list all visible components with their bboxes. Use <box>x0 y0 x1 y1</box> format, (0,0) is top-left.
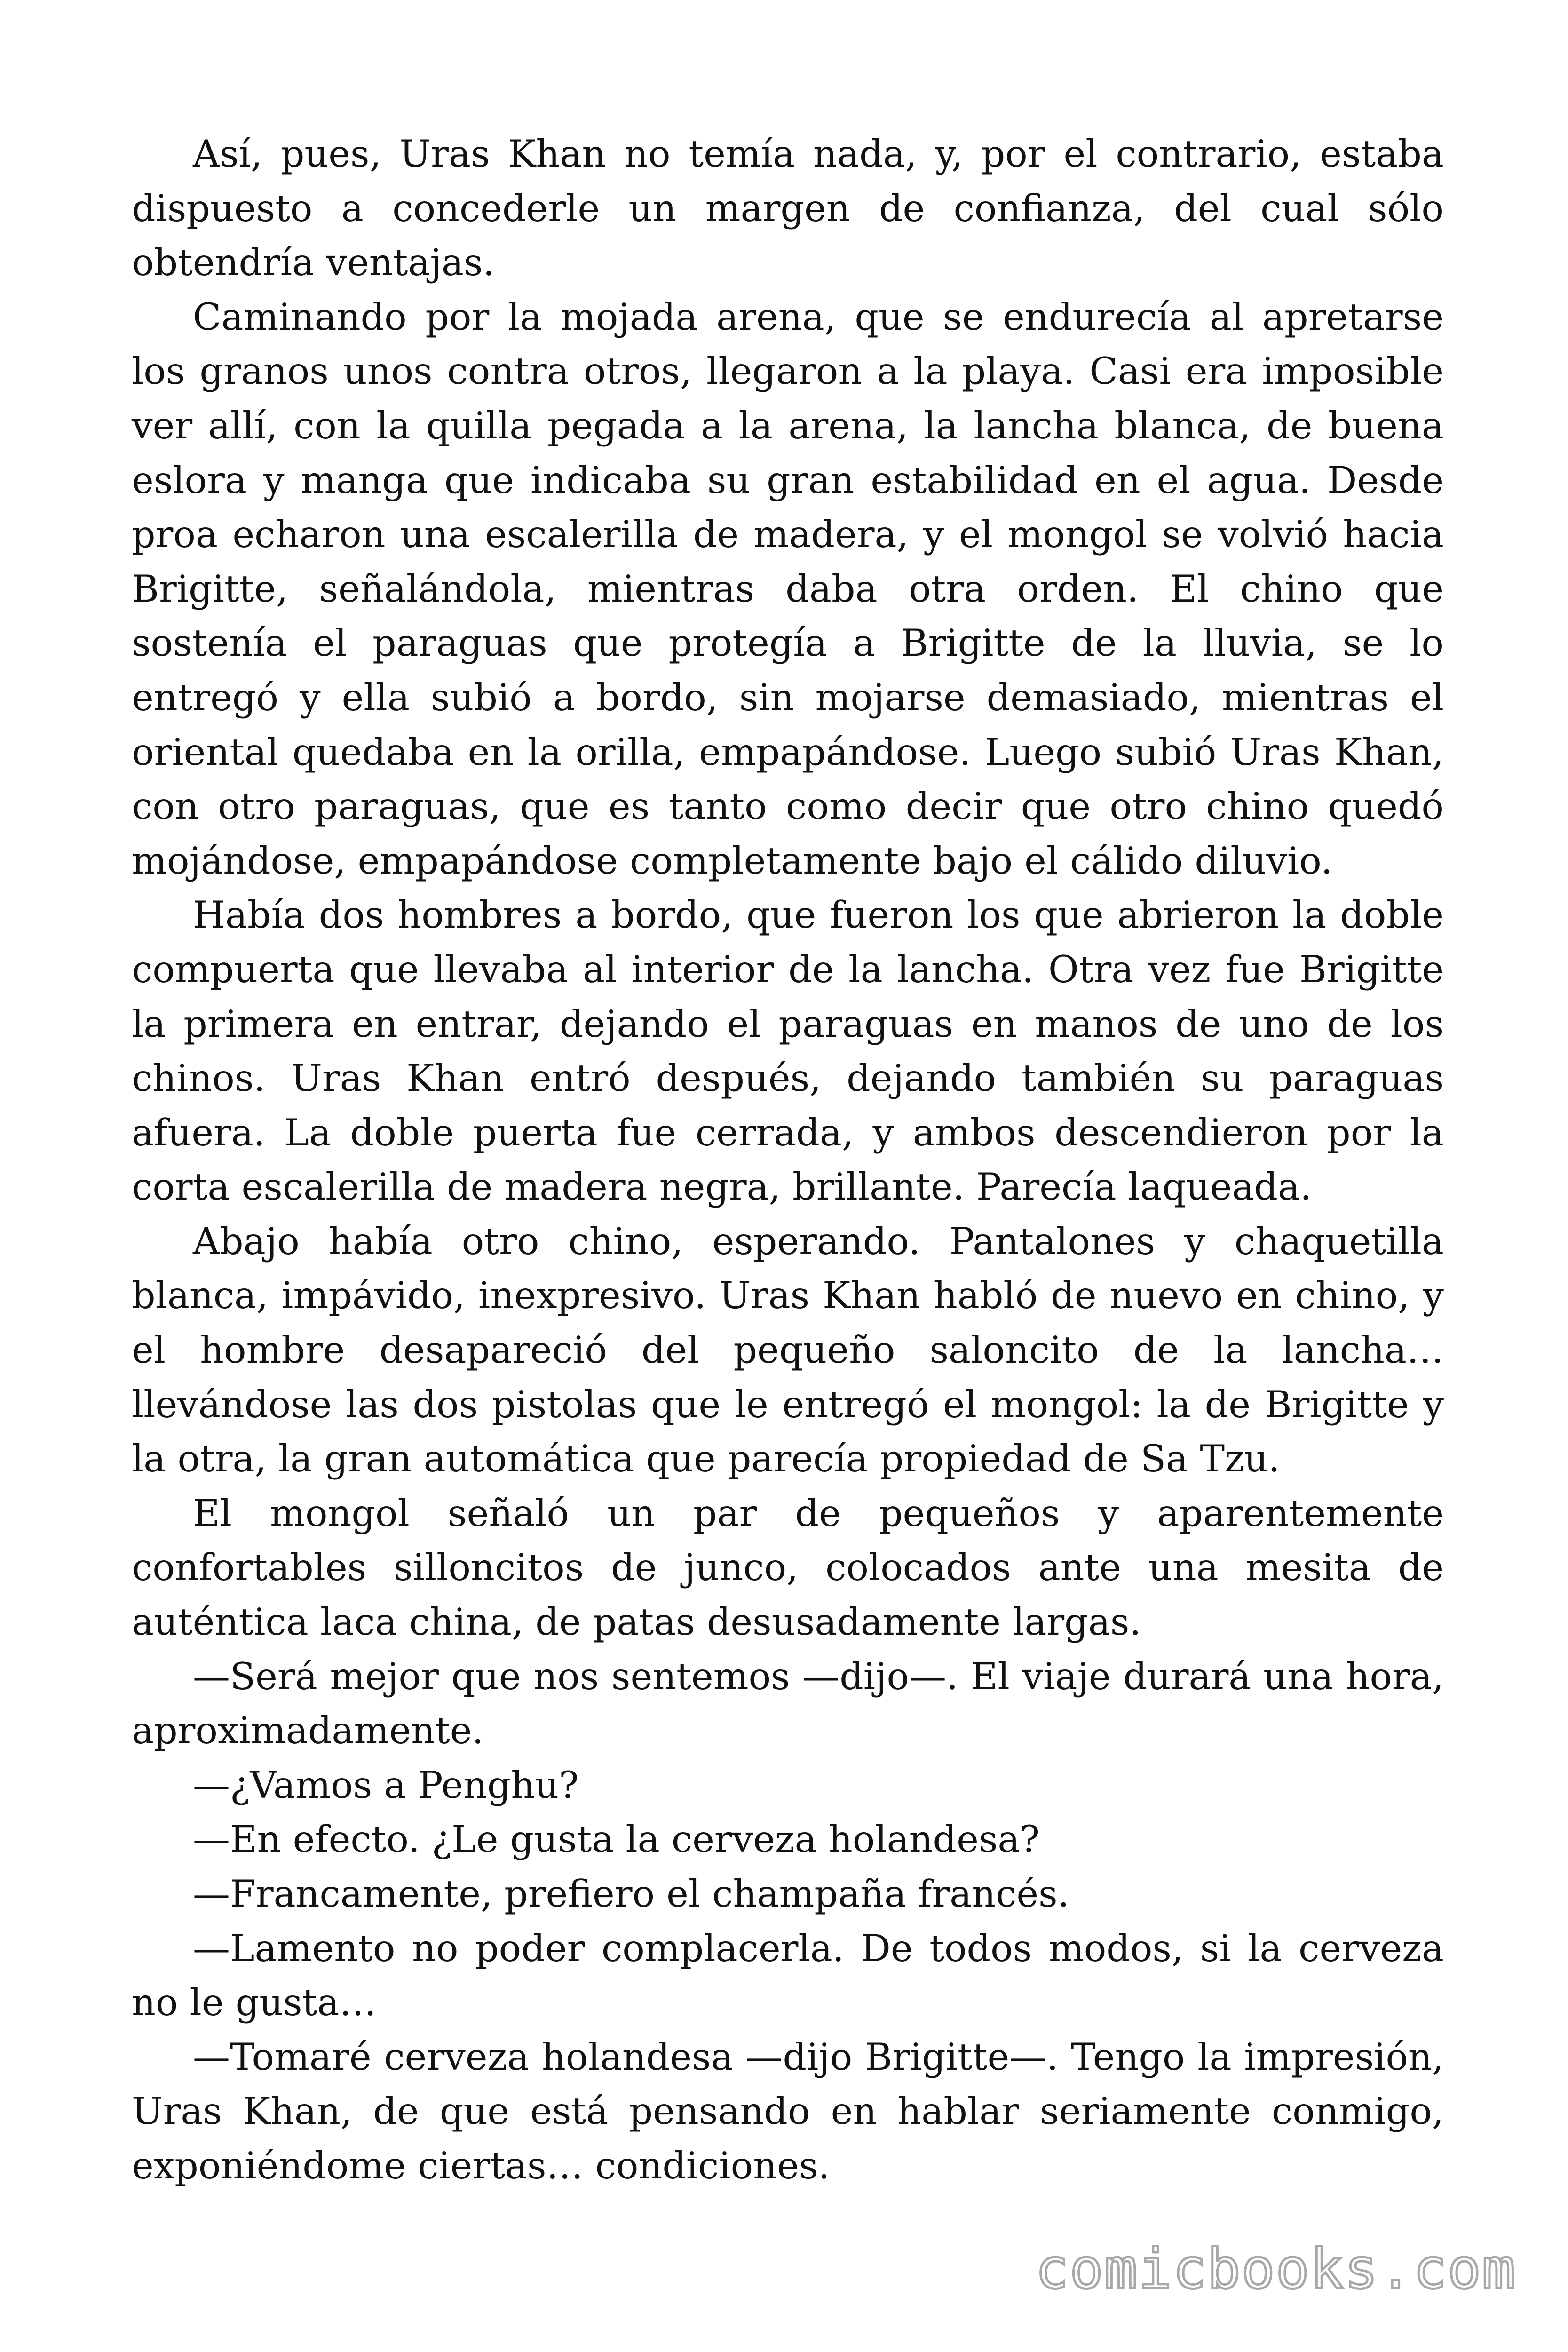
book-page-text <box>132 127 1444 2193</box>
dialogue-line: —¿Vamos a Penghu? <box>193 1763 579 1807</box>
dialogue-line: —Tomaré cerveza holandesa —dijo Brigitte—. Tengo la impresión, Uras Khan, de que está pensando en hablar seriamente conmigo, exponiéndome ciertas… condiciones. <box>132 2035 1444 2187</box>
paragraph: El mongol señaló un par de pequeños y aparentemente confortables silloncitos de junco, colocados ante una mesita de auténtica laca china, de patas desusadamente largas. <box>132 1491 1444 1644</box>
dialogue-line: —Francamente, prefiero el champaña francés. <box>193 1872 1069 1915</box>
dialogue-line: —En efecto. ¿Le gusta la cerveza holandesa? <box>193 1818 1040 1861</box>
paragraph: Así, pues, Uras Khan no temía nada, y, por el contrario, estaba dispuesto a concederle un margen de confianza, del cual sólo obtendría ventajas. <box>132 132 1444 285</box>
watermark: comicbooks.com <box>1035 2236 1516 2301</box>
dialogue-line: —Lamento no poder complacerla. De todos modos, si la cerveza no le gusta… <box>132 1926 1444 2025</box>
paragraph: Había dos hombres a bordo, que fueron los que abrieron la doble compuerta que llevaba al interior de la lancha. Otra vez fue Brigitte la primera en entrar, dejando el paraguas en manos de uno de los chinos. Uras Khan entró después, dejando también su paraguas afuera. La doble puerta fue cerrada, y ambos descendieron por la corta escalerilla de madera negra, brillante. Parecía laqueada. <box>132 893 1444 1209</box>
dialogue-line: —Será mejor que nos sentemos —dijo—. El viaje durará una hora, aproximadamente. <box>132 1654 1444 1753</box>
paragraph: Caminando por la mojada arena, que se endurecía al apretarse los granos unos contra otros, llegaron a la playa. Casi era imposible ver allí, con la quilla pegada a la arena, la lancha blanca, de buena eslora y manga que indicaba su gran estabilidad en el agua. Desde proa echaron una escalerilla de madera, y el mongol se volvió hacia Brigitte, señalándola, mientras daba otra orden. El chino que sostenía el paraguas que protegía a Brigitte de la lluvia, se lo entregó y ella subió a bordo, sin mojarse demasiado, mientras el oriental quedaba en la orilla, empapándose. Luego subió Uras Khan, con otro paraguas, que es tanto como decir que otro chino quedó mojándose, empapándose completamente bajo el cálido diluvio. <box>132 295 1444 882</box>
paragraph: Abajo había otro chino, esperando. Pantalones y chaquetilla blanca, impávido, inexpresivo. Uras Khan habló de nuevo en chino, y el hombre desapareció del pequeño saloncito de la lancha… llevándose las dos pistolas que le entregó el mongol: la de Brigitte y la otra, la gran automática que parecía propiedad de Sa Tzu. <box>132 1219 1444 1481</box>
